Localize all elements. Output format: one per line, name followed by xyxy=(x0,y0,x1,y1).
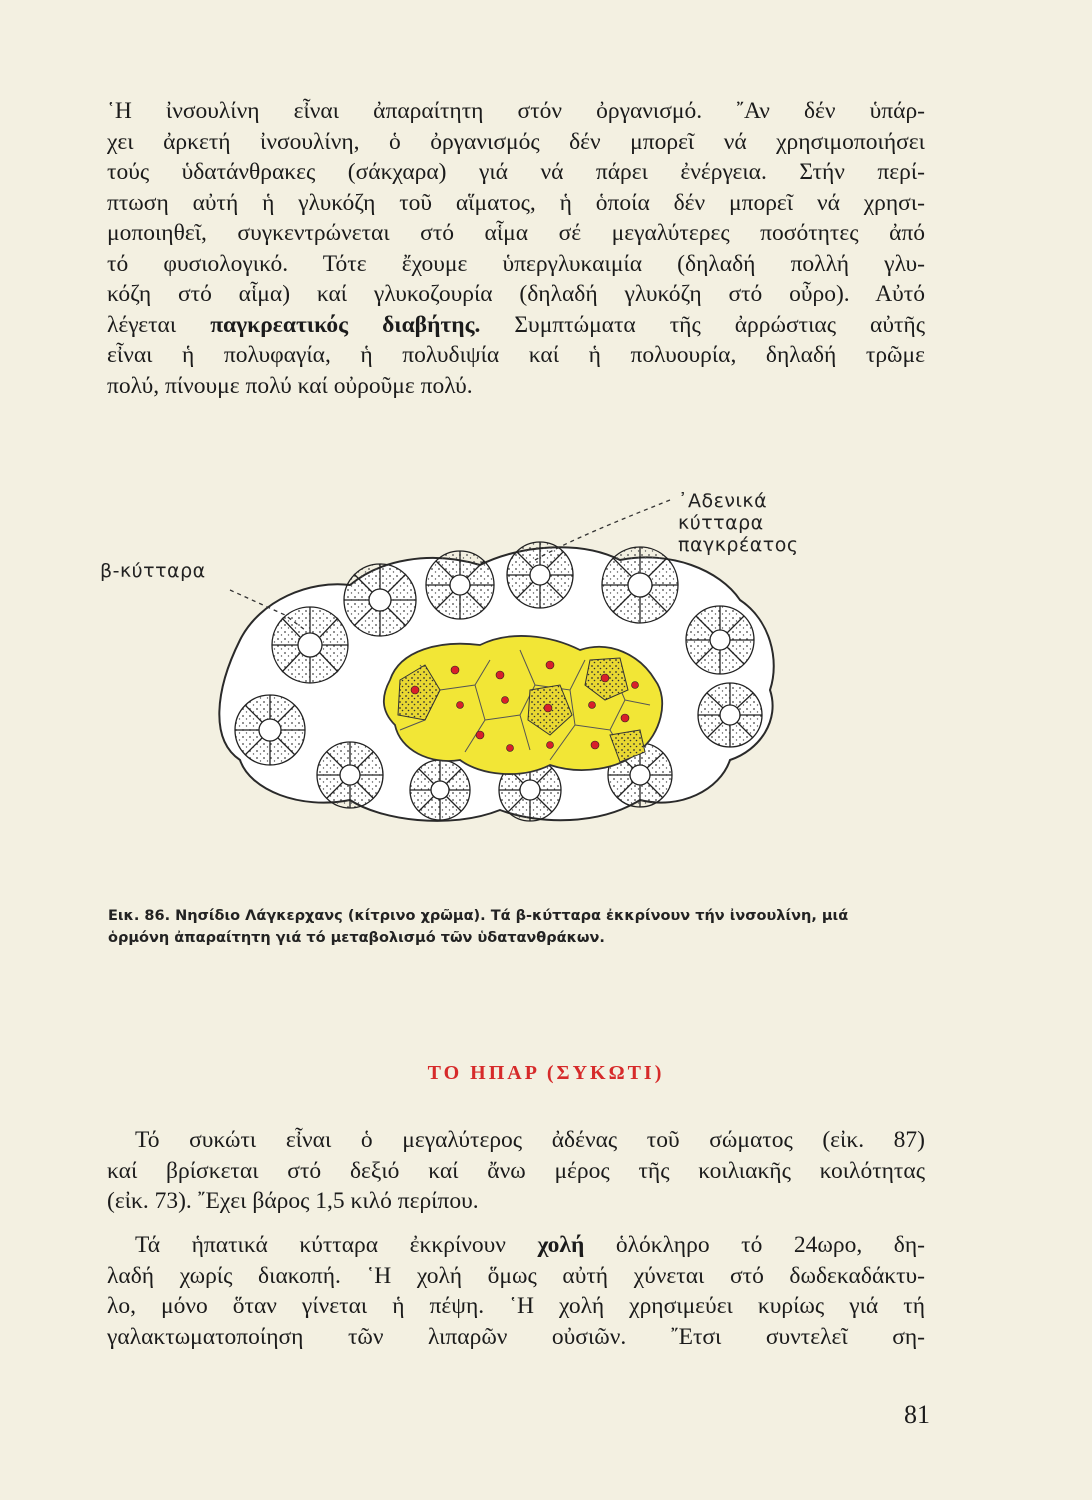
paragraph-insulin xyxy=(107,96,925,401)
acinus xyxy=(698,683,762,747)
text-line: πτωση αὐτή ἡ γλυκόζη τοῦ αἵματος, ἡ ὁποία δέν μπορεῖ νά χρησι- xyxy=(107,189,925,216)
acinus xyxy=(602,547,678,623)
text-fragment: λέγεται xyxy=(107,311,211,338)
label-line: παγκρέατος xyxy=(678,534,799,556)
text-line: γαλακτωματοποίηση τῶν λιπαρῶν οὐσιῶν. ῎Ετσι συντελεῖ ση- xyxy=(107,1323,925,1350)
acinus xyxy=(686,606,754,674)
text-line: τούς ὑδατάνθρακες (σάκχαρα) γιά νά πάρει ἐνέργεια. Στήν περί- xyxy=(107,159,925,185)
caption-line: Εικ. 86. Νησίδιο Λάγκερχανς (κίτρινο χρῶμα). Τά β-κύτταρα ἐκκρίνουν τήν ἰνσουλίνη, μιά xyxy=(108,908,849,924)
text-fragment: ὁλόκληρο τό 24ωρο, δη- xyxy=(584,1232,925,1258)
text-line: (εἰκ. 73). ῎Εχει βάρος 1,5 κιλό περίπου. xyxy=(107,1188,479,1214)
caption-line: ὁρμόνη ἀπαραίτητη γιά τό μεταβολισμό τῶν ὑδατανθράκων. xyxy=(108,930,605,946)
acinus xyxy=(344,564,416,636)
acinus xyxy=(235,695,305,765)
paragraph-liver-intro xyxy=(107,1125,925,1217)
text-line: εἶναι ἡ πολυφαγία, ἡ πολυδιψία καί ἡ πολυουρία, δηλαδή τρῶμε xyxy=(107,342,925,368)
islet-of-langerhans-figure xyxy=(80,490,940,890)
paragraph-bile xyxy=(107,1230,925,1352)
bold-term-diabetes: παγκρεατικός διαβήτης. xyxy=(210,311,481,338)
text-line: κόζη στό αἷμα) καί γλυκοζουρία (δηλαδή γλυκόζη στό οὖρο). Αὐτό xyxy=(107,281,925,307)
text-line: λο, μόνο ὅταν γίνεται ἡ πέψη. ῾Η χολή χρησιμεύει κυρίως γιά τή xyxy=(107,1293,925,1319)
text-line: λαδή χωρίς διακοπή. ῾Η χολή ὅμως αὐτή χύνεται στό δωδεκαδάκτυ- xyxy=(107,1262,925,1289)
text-fragment: Συμπτώματα τῆς ἀρρώστιας αὐτῆς xyxy=(480,311,925,338)
acinus xyxy=(410,760,470,820)
text-line xyxy=(107,310,925,341)
text-fragment: Τά ἡπατικά κύτταρα ἐκκρίνουν xyxy=(135,1232,538,1258)
text-line xyxy=(107,1230,925,1261)
section-heading: ΤΟ ΗΠΑΡ (ΣΥΚΩΤΙ) xyxy=(427,1062,665,1084)
label-line: ᾿Αδενικά xyxy=(678,490,768,512)
acinus xyxy=(272,607,348,683)
page-number: 81 xyxy=(904,1400,930,1429)
text-line: καί βρίσκεται στό δεξιό καί ἄνω μέρος τῆς κοιλιακῆς κοιλότητας xyxy=(107,1157,925,1184)
text-line: Τό συκώτι εἶναι ὁ μεγαλύτερος ἀδένας τοῦ σώματος (εἰκ. 87) xyxy=(135,1127,925,1153)
figure-caption xyxy=(108,905,938,949)
islet-of-langerhans xyxy=(384,636,662,774)
label-glandular-cells xyxy=(678,490,798,556)
bold-term-bile: χολή xyxy=(537,1232,585,1258)
label-beta-cells: β-κύτταρα xyxy=(100,560,206,582)
acinus xyxy=(507,542,573,608)
text-line: μοποιηθεῖ, συγκεντρώνεται στό αἷμα σέ μεγαλύτερες ποσότητες ἀπό xyxy=(107,220,925,246)
text-line: ῾Η ἰνσουλίνη εἶναι ἀπαραίτητη στόν ὀργανισμό. ῎Αν δέν ὑπάρ- xyxy=(107,98,925,124)
acinus xyxy=(317,742,383,808)
text-line: πολύ, πίνουμε πολύ καί οὐροῦμε πολύ. xyxy=(107,372,473,399)
acinus xyxy=(426,551,494,619)
islet-illustration xyxy=(80,490,940,890)
text-line: χει ἀρκετή ἰνσουλίνη, ὁ ὀργανισμός δέν μπορεῖ νά χρησιμοποιήσει xyxy=(107,128,925,155)
text-line: τό φυσιολογικό. Τότε ἔχουμε ὑπεργλυκαιμία (δηλαδή πολλή γλυ- xyxy=(107,250,925,277)
label-line: κύτταρα xyxy=(678,512,764,534)
